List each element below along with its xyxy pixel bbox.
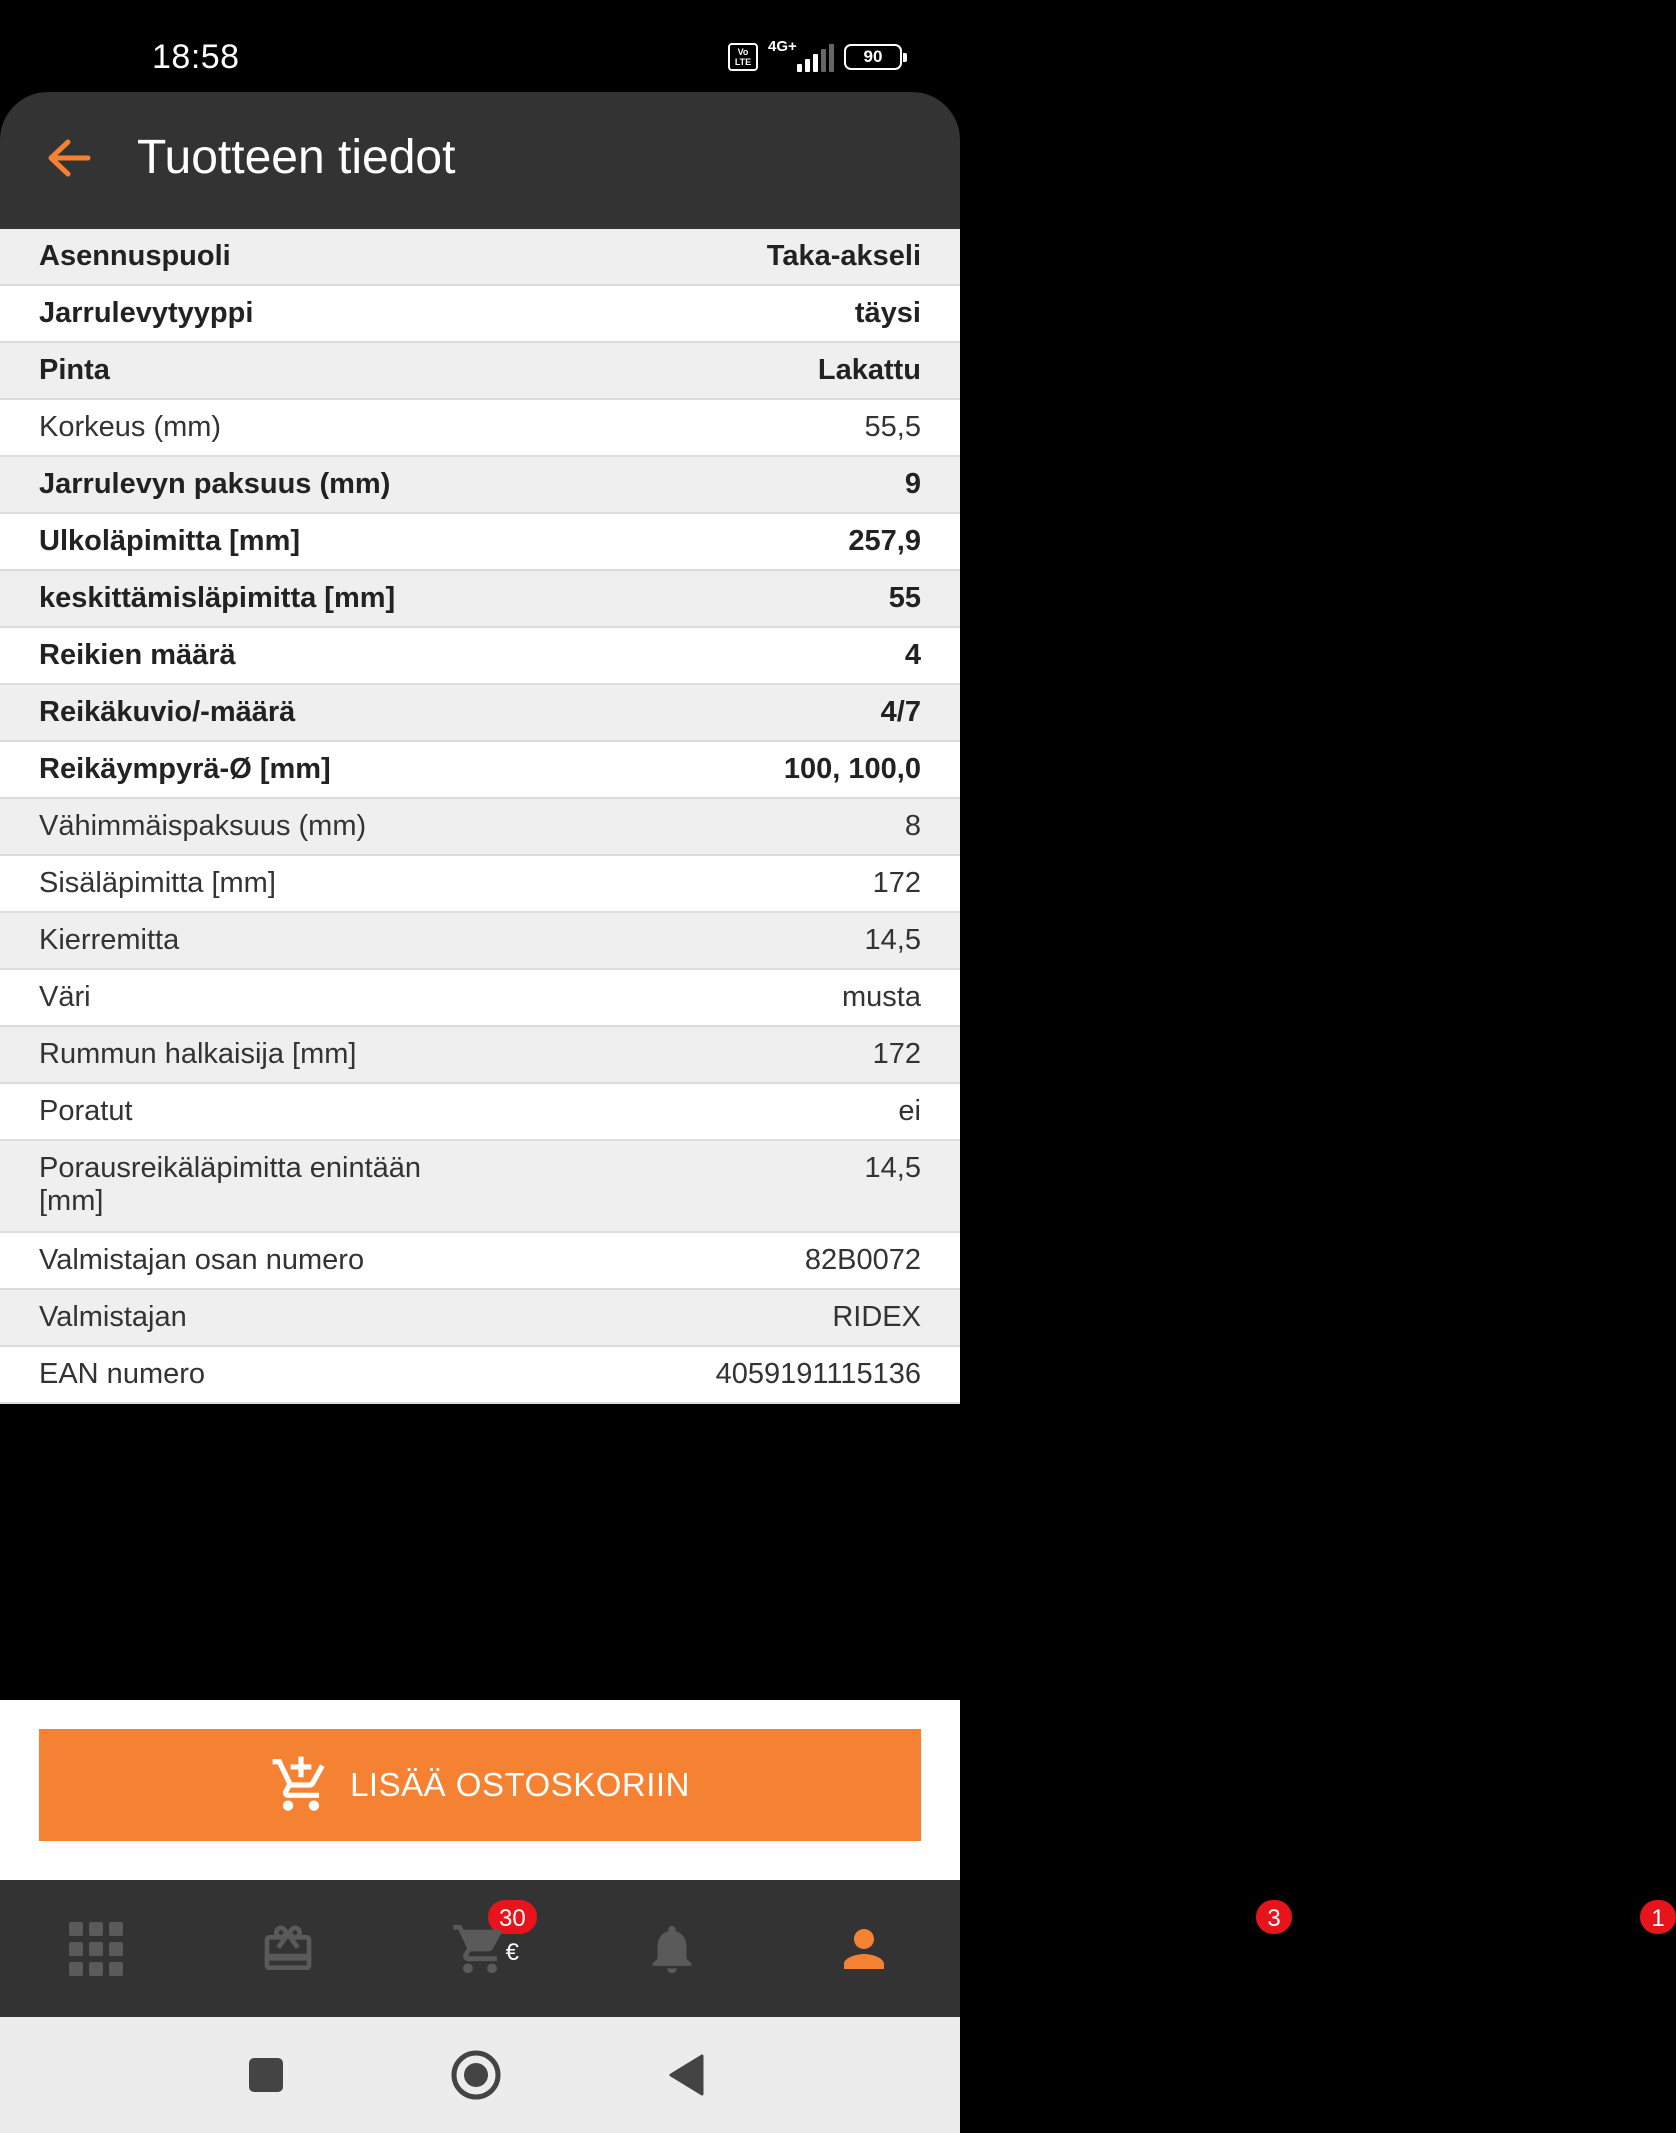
home-button[interactable] bbox=[450, 2049, 502, 2101]
spec-row bbox=[0, 514, 960, 571]
nav-apps[interactable] bbox=[0, 1880, 192, 2017]
spec-value: 100, 100,0 bbox=[783, 753, 921, 785]
spec-label: Väri bbox=[39, 981, 91, 1013]
spec-value: 4 bbox=[904, 639, 921, 671]
spec-value: musta bbox=[842, 981, 921, 1013]
spec-row bbox=[0, 1141, 960, 1233]
status-icons bbox=[728, 38, 902, 72]
spec-label: Reikäympyrä-Ø [mm] bbox=[39, 753, 331, 785]
nav-gifts[interactable] bbox=[192, 1880, 526, 2017]
spec-row bbox=[0, 685, 960, 742]
spec-value: 257,9 bbox=[848, 525, 921, 557]
spec-value: 55,5 bbox=[864, 411, 921, 443]
spec-value: 4/7 bbox=[880, 696, 921, 728]
spec-value: 55 bbox=[888, 582, 921, 614]
gift-icon bbox=[260, 1921, 316, 1977]
recents-button[interactable] bbox=[240, 2049, 292, 2101]
spec-label: Vähimmäispaksuus (mm) bbox=[39, 810, 367, 842]
spec-row bbox=[0, 229, 960, 286]
spec-row bbox=[0, 571, 960, 628]
spec-row bbox=[0, 1290, 960, 1347]
back-button[interactable] bbox=[38, 128, 98, 188]
spec-value: 82B0072 bbox=[804, 1244, 921, 1276]
app-header bbox=[0, 92, 960, 229]
spec-label: Jarrulevytyyppi bbox=[39, 297, 254, 329]
spec-label: Rummun halkaisija [mm] bbox=[39, 1038, 357, 1070]
spec-row bbox=[0, 1347, 960, 1404]
network-type-label: 4G+ bbox=[768, 38, 797, 55]
spec-value: täysi bbox=[854, 297, 921, 329]
spec-label: Porausreikäläpimitta enintään [mm] bbox=[39, 1152, 422, 1217]
status-bar bbox=[0, 0, 960, 92]
spec-row bbox=[0, 457, 960, 514]
spec-label: Valmistajan bbox=[39, 1301, 187, 1333]
spec-label: Kierremitta bbox=[39, 924, 180, 956]
nav-profile[interactable] bbox=[768, 1880, 1665, 2017]
signal-icon bbox=[768, 38, 834, 72]
spec-value: Taka-akseli bbox=[766, 240, 921, 272]
spec-row bbox=[0, 1084, 960, 1141]
bell-icon bbox=[643, 1920, 701, 1978]
spec-row bbox=[0, 856, 960, 913]
person-icon bbox=[834, 1919, 894, 1979]
system-nav bbox=[0, 2017, 960, 2133]
spec-row bbox=[0, 742, 960, 799]
arrow-left-icon bbox=[46, 138, 90, 178]
square-icon bbox=[248, 2057, 284, 2093]
nav-cart[interactable] bbox=[384, 1880, 576, 2017]
spec-value: 172 bbox=[872, 867, 921, 899]
gift-badge: 30 € bbox=[488, 1900, 537, 1934]
notifications-badge: 3 bbox=[1256, 1900, 1292, 1934]
grid-icon bbox=[69, 1922, 123, 1976]
spec-value: 9 bbox=[904, 468, 921, 500]
spec-value: 172 bbox=[872, 1038, 921, 1070]
page-title: Tuotteen tiedot bbox=[137, 131, 456, 184]
back-system-button[interactable] bbox=[660, 2049, 712, 2101]
add-to-cart-area bbox=[0, 1700, 960, 1880]
spec-table bbox=[0, 229, 960, 1404]
spec-label: Sisäläpimitta [mm] bbox=[39, 867, 276, 899]
spec-row bbox=[0, 343, 960, 400]
spec-label: Reikäkuvio/-määrä bbox=[39, 696, 296, 728]
spec-row bbox=[0, 970, 960, 1027]
battery-icon bbox=[844, 44, 902, 70]
add-to-cart-button[interactable] bbox=[39, 1729, 921, 1841]
spec-label: Pinta bbox=[39, 354, 110, 386]
spec-label: Ulkoläpimitta [mm] bbox=[39, 525, 301, 557]
spec-label: Asennuspuoli bbox=[39, 240, 231, 272]
home-circle-icon bbox=[450, 2049, 502, 2101]
spec-value: Lakattu bbox=[817, 354, 921, 386]
spec-row bbox=[0, 913, 960, 970]
spec-label: keskittämisläpimitta [mm] bbox=[39, 582, 396, 614]
battery-level: 90 bbox=[863, 47, 883, 66]
spec-row bbox=[0, 286, 960, 343]
spec-label: Poratut bbox=[39, 1095, 133, 1127]
spec-value: ei bbox=[898, 1095, 921, 1127]
add-to-cart-label: LISÄÄ OSTOSKORIIN bbox=[350, 1766, 690, 1803]
spec-label: Jarrulevyn paksuus (mm) bbox=[39, 468, 391, 500]
profile-badge: 1 bbox=[1640, 1900, 1676, 1934]
cart-plus-icon bbox=[270, 1754, 332, 1816]
spec-value: 4059191115136 bbox=[715, 1358, 921, 1390]
spec-label: Korkeus (mm) bbox=[39, 411, 222, 443]
spec-row bbox=[0, 400, 960, 457]
spec-row bbox=[0, 799, 960, 856]
spec-value: 8 bbox=[904, 810, 921, 842]
status-time: 18:58 bbox=[152, 38, 240, 76]
spec-value: 14,5 bbox=[864, 924, 921, 956]
spec-value: RIDEX bbox=[832, 1301, 921, 1333]
spec-row bbox=[0, 628, 960, 685]
volte-icon: Vo LTE bbox=[728, 43, 758, 71]
spec-label: EAN numero bbox=[39, 1358, 206, 1390]
spec-row bbox=[0, 1233, 960, 1290]
triangle-back-icon bbox=[666, 2053, 706, 2097]
spec-label: Valmistajan osan numero bbox=[39, 1244, 365, 1276]
nav-notifications[interactable] bbox=[576, 1880, 1281, 2017]
spec-value: 14,5 bbox=[864, 1152, 921, 1184]
bottom-nav bbox=[0, 1880, 1665, 2017]
spec-row bbox=[0, 1027, 960, 1084]
cart-icon bbox=[451, 1920, 509, 1978]
spec-label: Reikien määrä bbox=[39, 639, 236, 671]
